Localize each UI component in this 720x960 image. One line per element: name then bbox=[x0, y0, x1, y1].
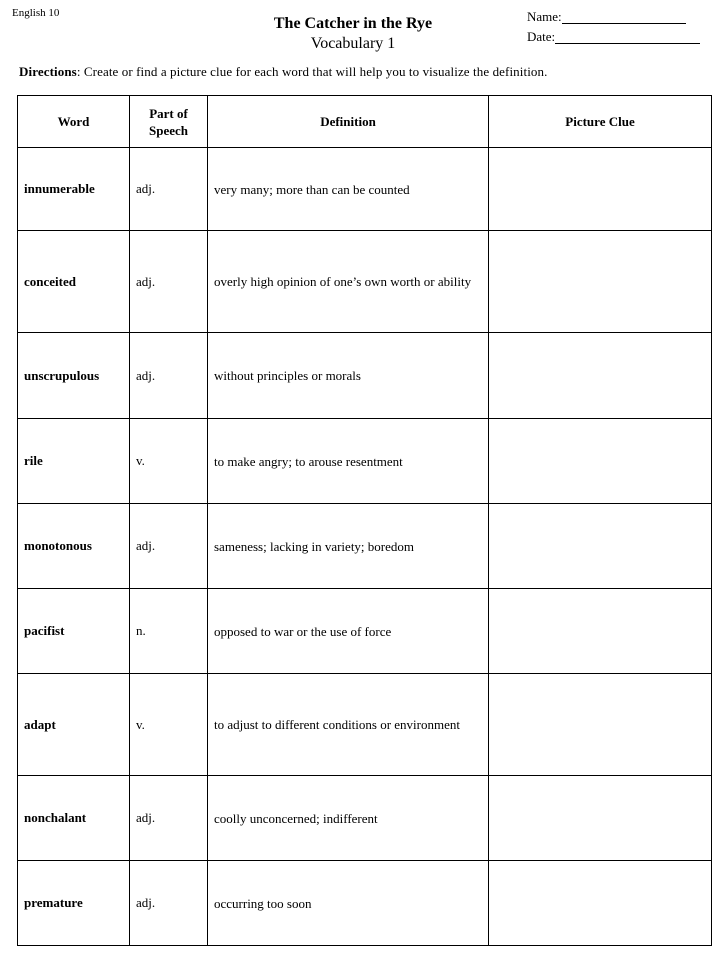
table-row bbox=[18, 419, 712, 504]
table-row bbox=[18, 504, 712, 589]
definition-cell: coolly unconcerned; indifferent bbox=[208, 776, 489, 861]
part-of-speech-cell: adj. bbox=[130, 504, 208, 589]
name-field[interactable] bbox=[562, 10, 686, 24]
word-cell: premature bbox=[18, 861, 130, 946]
directions-text: : Create or find a picture clue for each word that will help you to visualize the definition. bbox=[76, 64, 548, 79]
part-of-speech-cell: adj. bbox=[130, 333, 208, 419]
picture-clue-cell[interactable] bbox=[489, 231, 712, 333]
picture-clue-cell[interactable] bbox=[489, 419, 712, 504]
word-cell: rile bbox=[18, 419, 130, 504]
word-cell: pacifist bbox=[18, 589, 130, 674]
part-of-speech-cell: adj. bbox=[130, 148, 208, 231]
definition-cell: sameness; lacking in variety; boredom bbox=[208, 504, 489, 589]
header-definition: Definition bbox=[208, 96, 489, 148]
table-row bbox=[18, 148, 712, 231]
date-label: Date: bbox=[527, 29, 556, 44]
table-header-row bbox=[18, 96, 712, 148]
picture-clue-cell[interactable] bbox=[489, 776, 712, 861]
header-part-of-speech: Part of Speech bbox=[130, 96, 208, 148]
picture-clue-cell[interactable] bbox=[489, 674, 712, 776]
date-row bbox=[527, 27, 700, 47]
course-label: English 10 bbox=[12, 7, 60, 19]
word-cell: unscrupulous bbox=[18, 333, 130, 419]
word-cell: monotonous bbox=[18, 504, 130, 589]
date-field[interactable] bbox=[555, 30, 700, 44]
definition-cell: to adjust to different conditions or environment bbox=[208, 674, 489, 776]
definition-cell: occurring too soon bbox=[208, 861, 489, 946]
header-word: Word bbox=[18, 96, 130, 148]
part-of-speech-cell: adj. bbox=[130, 776, 208, 861]
picture-clue-cell[interactable] bbox=[489, 861, 712, 946]
part-of-speech-cell: v. bbox=[130, 419, 208, 504]
word-cell: innumerable bbox=[18, 148, 130, 231]
definition-cell: overly high opinion of one’s own worth or ability bbox=[208, 231, 489, 333]
directions bbox=[19, 64, 547, 80]
name-row bbox=[527, 7, 700, 27]
picture-clue-cell[interactable] bbox=[489, 148, 712, 231]
table-row bbox=[18, 333, 712, 419]
picture-clue-cell[interactable] bbox=[489, 333, 712, 419]
name-date-block bbox=[527, 7, 700, 47]
part-of-speech-cell: adj. bbox=[130, 861, 208, 946]
table-row bbox=[18, 674, 712, 776]
word-cell: nonchalant bbox=[18, 776, 130, 861]
definition-cell: to make angry; to arouse resentment bbox=[208, 419, 489, 504]
page-subtitle: Vocabulary 1 bbox=[310, 35, 396, 52]
picture-clue-cell[interactable] bbox=[489, 504, 712, 589]
table-row bbox=[18, 589, 712, 674]
definition-cell: opposed to war or the use of force bbox=[208, 589, 489, 674]
picture-clue-cell[interactable] bbox=[489, 589, 712, 674]
word-cell: conceited bbox=[18, 231, 130, 333]
definition-cell: without principles or morals bbox=[208, 333, 489, 419]
part-of-speech-cell: n. bbox=[130, 589, 208, 674]
name-label: Name: bbox=[527, 9, 562, 24]
table-row bbox=[18, 231, 712, 333]
title-block bbox=[200, 14, 506, 54]
vocabulary-table bbox=[17, 95, 712, 946]
directions-label: Directions bbox=[19, 64, 77, 79]
table-row bbox=[18, 861, 712, 946]
word-cell: adapt bbox=[18, 674, 130, 776]
definition-cell: very many; more than can be counted bbox=[208, 148, 489, 231]
page-title: The Catcher in the Rye bbox=[273, 15, 433, 32]
part-of-speech-cell: v. bbox=[130, 674, 208, 776]
header-picture-clue: Picture Clue bbox=[489, 96, 712, 148]
table-row bbox=[18, 776, 712, 861]
part-of-speech-cell: adj. bbox=[130, 231, 208, 333]
